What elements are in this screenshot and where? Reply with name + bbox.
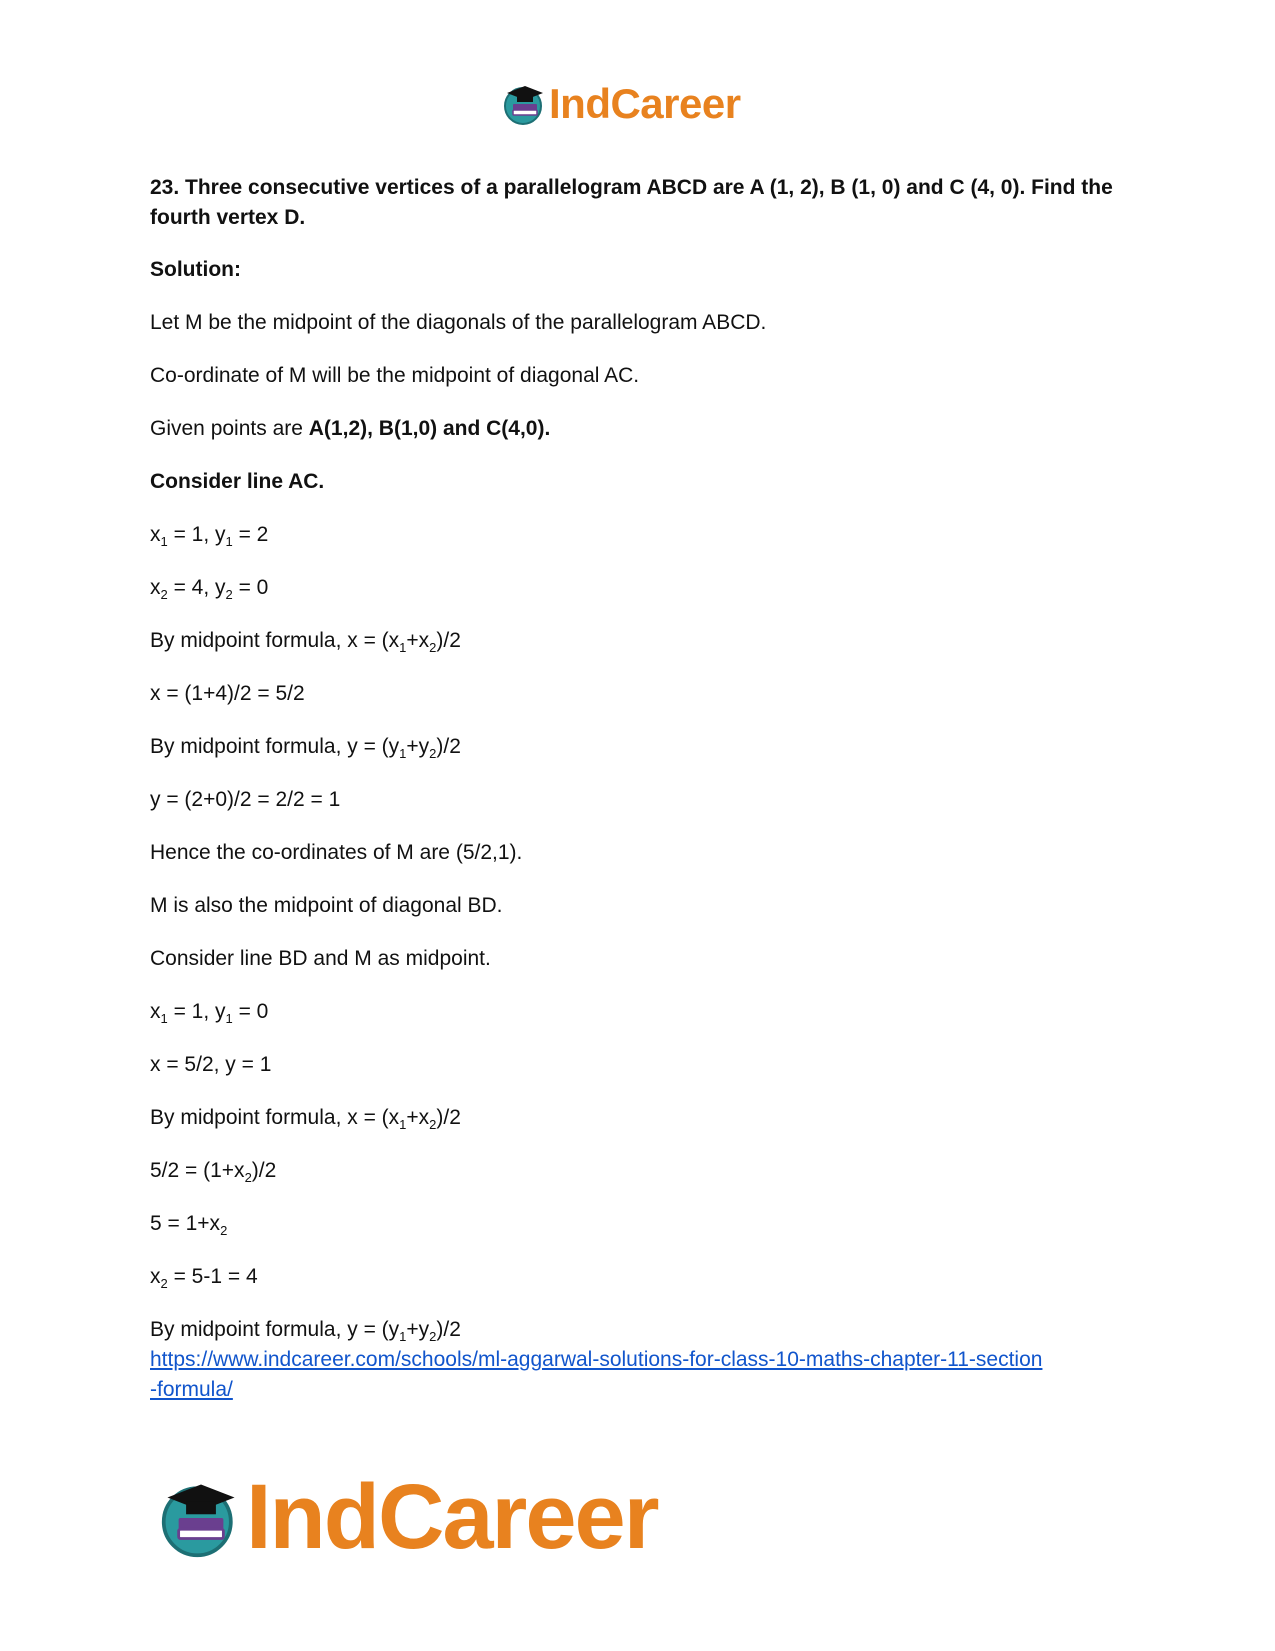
line-1: Let M be the midpoint of the diagonals of the parallelogram ABCD. (150, 311, 767, 334)
line-6: $x_2 = 4$, $y_2 = 0$ (150, 576, 269, 602)
question-text: 23. Three consecutive vertices of a parallelogram ABCD are A (1, 2), B (1, 0) and C (4, 0). Find the fourth vertex D. (150, 176, 1113, 229)
source-link-line-1: https://www.indcareer.com/schools/ml-aggarwal-solutions-for-class-10-maths-chapter-11-section (150, 1348, 1043, 1371)
line-10: y = (2+0)/2 = 2/2 = 1 (150, 788, 341, 811)
document-body (150, 173, 1140, 1405)
footer-logo (160, 1465, 658, 1570)
line-2: Co-ordinate of M will be the midpoint of diagonal AC. (150, 364, 640, 387)
line-13: Consider line BD and M as midpoint. (150, 947, 491, 970)
line-4: Consider line AC. (150, 470, 325, 493)
source-link[interactable] (150, 1345, 1140, 1405)
line-17: $5/2 = (1+x_2)/2$ (150, 1159, 277, 1185)
graduation-book-globe-icon (160, 1477, 242, 1559)
line-9: By midpoint formula, $y = (y_1+y_2)/2$ (150, 735, 461, 761)
line-18: $5 = 1+x_2$ (150, 1212, 228, 1238)
brand-name-footer: IndCareer (246, 1466, 658, 1568)
brand-name: IndCareer (549, 80, 741, 127)
line-15: x = 5/2, y = 1 (150, 1053, 272, 1076)
solution-label: Solution: (150, 258, 241, 281)
line-11: Hence the co-ordinates of M are (5/2,1). (150, 841, 523, 864)
line-8: x = (1+4)/2 = 5/2 (150, 682, 305, 705)
graduation-book-globe-icon (503, 82, 547, 126)
line-5: $x_1 = 1$, $y_1 = 2$ (150, 523, 269, 549)
line-12: M is also the midpoint of diagonal BD. (150, 894, 503, 917)
line-20: By midpoint formula, $y = (y_1+y_2)/2$ (150, 1318, 461, 1344)
line-3: Given points are A(1,2), B(1,0) and C(4,0). (150, 417, 551, 440)
source-link-line-2: -formula/ (150, 1378, 233, 1401)
line-16: By midpoint formula, $x = (x_1+x_2)/2$ (150, 1106, 461, 1132)
header-logo (503, 80, 741, 128)
line-14: $x_1 = 1$, $y_1 = 0$ (150, 1000, 269, 1026)
line-19: $x_2 = 5-1 = 4$ (150, 1265, 258, 1291)
line-7: By midpoint formula, $x = (x_1+x_2)/2$ (150, 629, 461, 655)
